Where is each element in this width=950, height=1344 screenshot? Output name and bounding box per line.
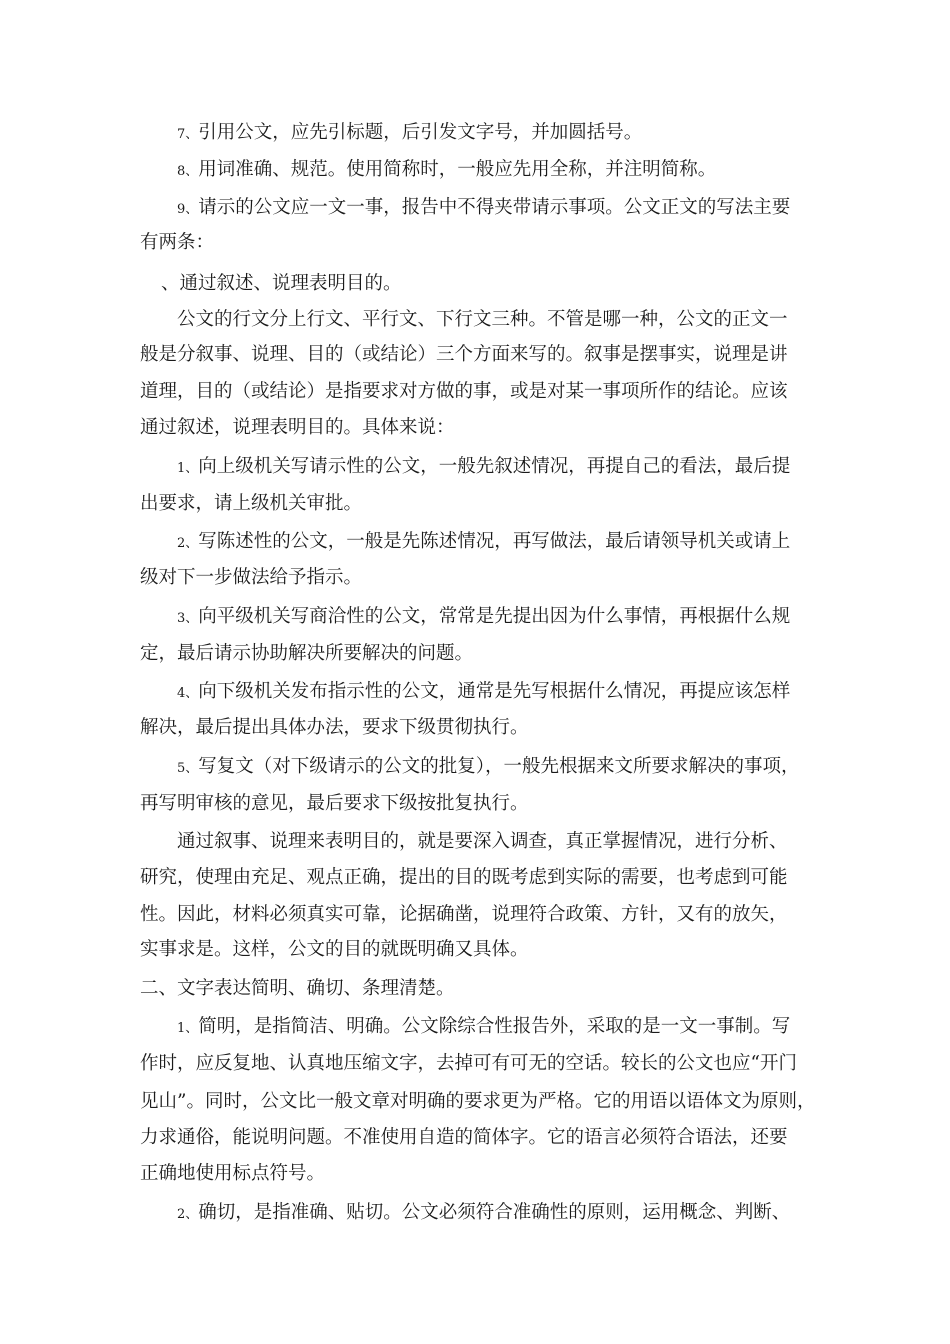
text-line: 有两条： — [140, 232, 215, 253]
text-line: 正确地使用标点符号。 — [140, 1163, 326, 1184]
text-line: 作时，应反复地、认真地压缩文字，去掉可有可无的空话。较长的公文也应“开门 — [140, 1053, 797, 1074]
text-line: 2、写陈述性的公文，一般是先陈述情况，再写做法，最后请领导机关或请上 — [177, 531, 791, 552]
text-line: 般是分叙事、说理、目的（或结论）三个方面来写的。叙事是摆事实，说理是讲 — [140, 344, 788, 365]
text-line: 实事求是。这样，公文的目的就既明确又具体。 — [140, 939, 529, 960]
text-line: 级对下一步做法给予指示。 — [140, 567, 363, 588]
text-line: 定，最后请示协助解决所要解决的问题。 — [140, 643, 474, 664]
text-line: 5、写复文（对下级请示的公文的批复），一般先根据来文所要求解决的事项， — [177, 756, 800, 777]
text-line: 2、确切，是指准确、贴切。公文必须符合准确性的原则，运用概念、判断、 — [177, 1202, 791, 1223]
text-line: 9、请示的公文应一文一事，报告中不得夹带请示事项。公文正文的写法主要 — [177, 197, 791, 218]
text-line: 通过叙述，说理表明目的。具体来说： — [140, 417, 455, 438]
text-line: 8、用词准确、规范。使用简称时，一般应先用全称，并注明简称。 — [177, 159, 717, 180]
text-line: 1、向上级机关写请示性的公文，一般先叙述情况，再提自己的看法，最后提 — [177, 456, 791, 477]
text-line: 解决，最后提出具体办法，要求下级贯彻执行。 — [140, 717, 529, 738]
section-heading: 二、文字表达简明、确切、条理清楚。 — [140, 978, 455, 999]
text-line: 通过叙事、说理来表明目的，就是要深入调查，真正掌握情况，进行分析、 — [177, 831, 788, 852]
text-line: 再写明审核的意见，最后要求下级按批复执行。 — [140, 793, 529, 814]
text-line: 道理，目的（或结论）是指要求对方做的事，或是对某一事项所作的结论。应该 — [140, 381, 788, 402]
text-line: 研究，使理由充足、观点正确，提出的目的既考虑到实际的需要，也考虑到可能 — [140, 867, 788, 888]
text-line: 公文的行文分上行文、平行文、下行文三种。不管是哪一种，公文的正文一 — [177, 309, 788, 330]
text-line: 力求通俗，能说明问题。不准使用自造的简体字。它的语言必须符合语法，还要 — [140, 1127, 788, 1148]
text-line: 性。因此，材料必须真实可靠，论据确凿，说理符合政策、方针，又有的放矢， — [140, 904, 788, 925]
text-line: 出要求，请上级机关审批。 — [140, 493, 363, 514]
text-line: 1、简明，是指简洁、明确。公文除综合性报告外，采取的是一文一事制。写 — [177, 1016, 791, 1037]
text-line: 7、引用公文，应先引标题，后引发文字号，并加圆括号。 — [177, 122, 643, 143]
text-line: 3、向平级机关写商洽性的公文，常常是先提出因为什么事情，再根据什么规 — [177, 606, 791, 627]
text-line: 4、向下级机关发布指示性的公文，通常是先写根据什么情况，再提应该怎样 — [177, 681, 791, 702]
text-line: 见山”。同时，公文比一般文章对明确的要求更为严格。它的用语以语体文为原则， — [140, 1091, 816, 1112]
section-heading: 、通过叙述、说理表明目的。 — [161, 273, 402, 294]
